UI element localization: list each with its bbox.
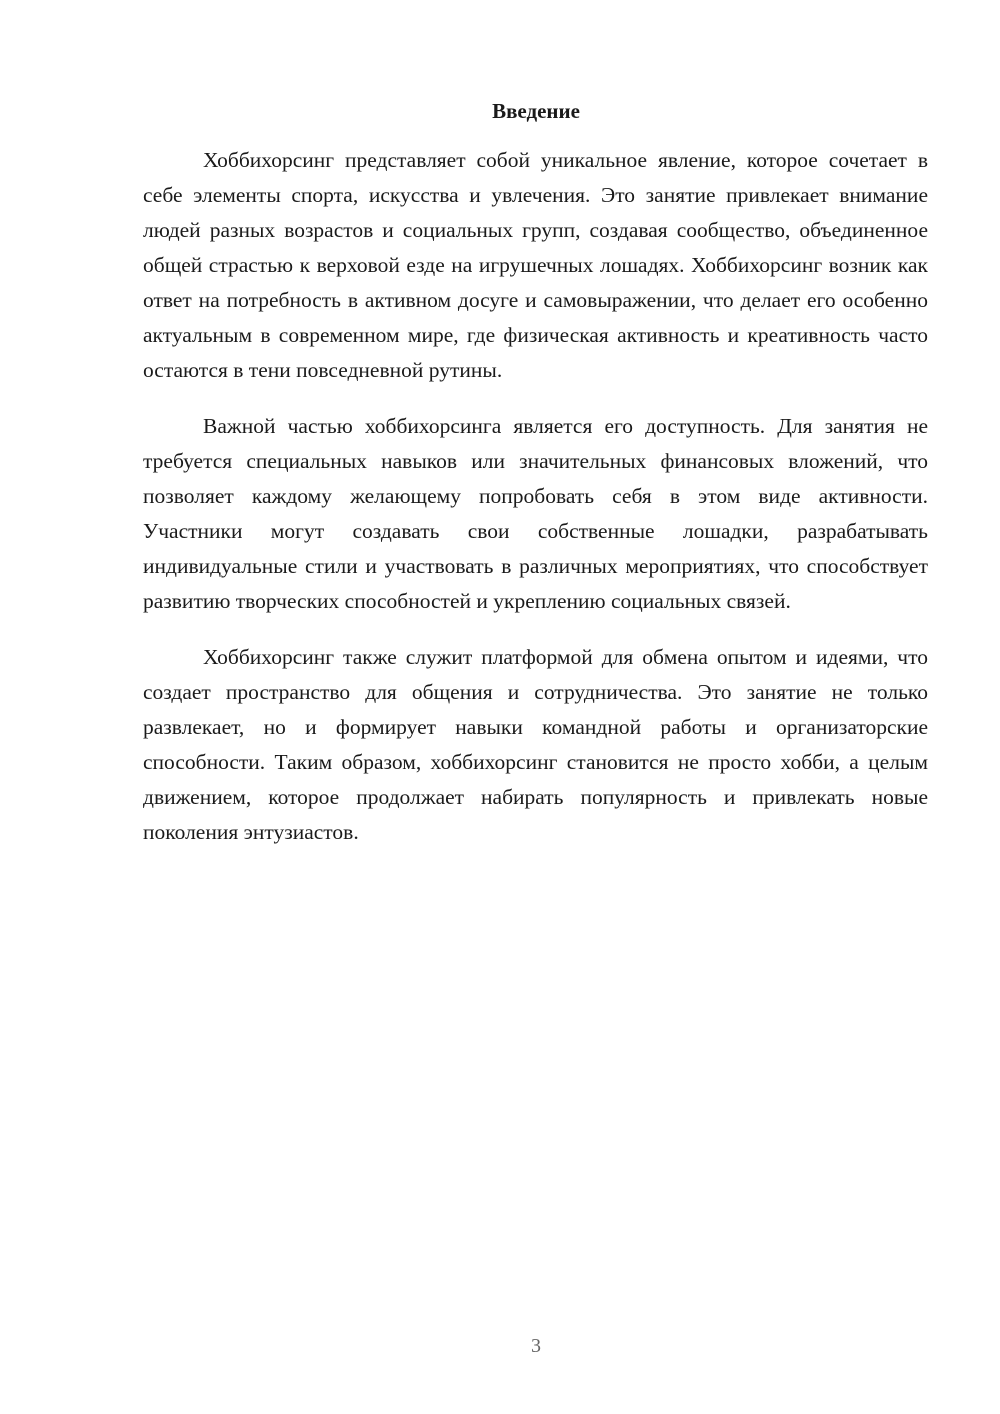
page-number: 3 — [531, 1335, 541, 1357]
paragraph-3: Хоббихорсинг также служит платформой для обмена опытом и идеями, что создает пространство для общения и сотрудничества. Это занятие не только развлекает, но и формирует навыки командной работы и организаторские способности. Таким образом, хоббихорсинг становится не просто хобби, а целым движением, которое продолжает набирать популярность и привлекать новые поколения энтузиастов. — [143, 645, 928, 844]
paragraph-1: Хоббихорсинг представляет собой уникальное явление, которое сочетает в себе элементы спорта, искусства и увлечения. Это занятие привлекает внимание людей разных возрастов и социальных групп, создавая сообщество, объединенное общей страстью к верховой езде на игрушечных лошадях. Хоббихорсинг возник как ответ на потребность в активном досуге и самовыражении, что делает его особенно актуальным в современном мире, где физическая активность и креативность часто остаются в тени повседневной рутины. — [143, 148, 928, 382]
paragraph-2: Важной частью хоббихорсинга является его доступность. Для занятия не требуется специальных навыков или значительных финансовых вложений, что позволяет каждому желающему попробовать себя в этом виде активности. Участники могут создавать свои собственные лошадки, разрабатывать индивидуальные стили и участвовать в различных мероприятиях, что способствует развитию творческих способностей и укреплению социальных связей. — [143, 414, 928, 613]
body-text — [143, 143, 928, 871]
section-heading: Введение — [492, 99, 580, 123]
